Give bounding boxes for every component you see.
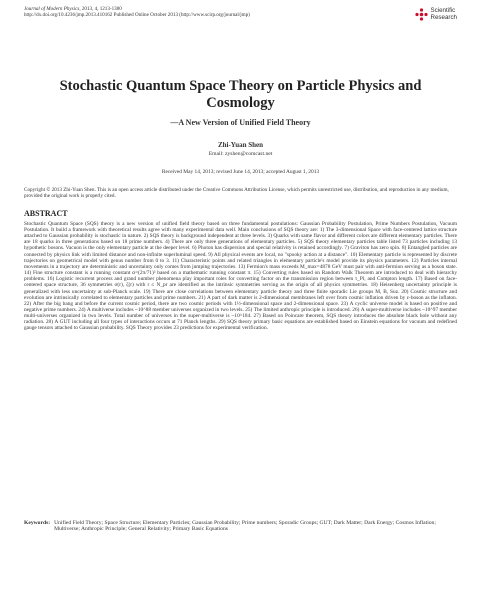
- article-subtitle: —A New Version of Unified Field Theory: [170, 118, 311, 127]
- publisher-logo: [415, 8, 457, 21]
- article-title: Stochastic Quantum Space Theory on Particle Physics and Cosmology: [59, 78, 422, 111]
- publisher-name-line2: Research: [430, 13, 457, 21]
- received-dates: Received May 14, 2013; revised June 14, 2013; accepted August 1, 2013: [161, 169, 320, 175]
- journal-name: Journal of Modern Physics: [24, 6, 80, 12]
- journal-citation: [24, 6, 354, 18]
- doi-line: http://dx.doi.org/10.4236/jmp.2013.410162 Published Online October 2013 (http://www.scirp.org/journal/jmp): [24, 12, 250, 19]
- abstract-body: Stochastic Quantum Space (SQS) theory is a new version of unified field theory based on three fundamental postulations: Gaussian Probability Postulation, Prime Numbers Postulation, Vacuum Postulation. It build a framework with theoretical results agree with many experimental data well. Main conclusions of SQS theory are: 1) The 3-dimensional Space with face-centered lattice structure attached to Gaussian probability is stochastic in nature. 2) SQS theory is background independent at three levels. 3) Quarks with same flavor and different colors are different elementary particles. There are 18 quarks in three generations based on 18 prime numbers. 4) There are only three generations of elementary particles. 5) SQS theory elementary particles table listed 73 particles including 13 hypothetic bosons. Vacuon is the only elementary particle at the deeper level. 6) Photon has dispersion and special relativity is retained accordingly. 7) Graviton has zero spin. 8) Entangled particles are connected by physics link with limited distance and non-infinite superluminal speed. 9) All physical events are local, no "spooky action at a distance". 10) Elementary particle is represented by discrete trajectories on geometrical model with genus number from 0 to 3. 11) Characteristic points and related triangles in elementary particle's model provide its physics parameters. 12) Particles internal movements in a trajectory are deterministic and uncertainty only comes from jumping trajectories. 13) Fermion's mass exceeds M_max=4878 GeV must pair with anti-fermion serving as a boson state. 14) Fine structure constant is a running constant α=(2π/71)² based on a mathematic running constant π. 15) Converting rules based on Random Walk Theorem are introduced to deal with hierarchy problems. 16) Logistic recurrent process and grand number phenomena play important roles for converting factor on the transmission region between τ_Pl, and Compton length. 17) Based on face-centered space structure, 36 symmetries σ(r), ζ(r) with r ≤ N_pr are identified as the intrinsic symmetries serving as the origin of all physics symmetries. 18) Heisenberg uncertainty principle is generalized with less uncertainty at sub-Planck scale. 19) There are close correlations between elementary particle theory and three finite sporadic Lie groups M, B, Suz. 20) Cosmic structure and evolution are intrinsically correlated to elementary particles and prime numbers. 21) A part of dark matter is 2-dimensional membranes left over from cosmic inflation driven by ε-boson as the inflaton. 22) After the big bang and before the current cosmic period, there are two cosmic periods with 1½-dimensional space and 2-dimensional space. 23) A cyclic universe model is based on positive and negative prime numbers. 24) A multiverse includes ~10^88 member universes organized in two levels. 25) The limited anthropic principle is introduced. 26) A super-multiverse includes ~10^97 member multi-universes organized in two levels. Total number of universes in the super-multiverse is ~10^184. 27) Based on Poincare theorem, SQS theory introduces the absolute black hole without any radiation. 28) A GUT including all four types of interactions occurs at 71 Planck lengths. 29) SQS theory primary basic equations are established based on Einstein equations for vacuum and redefined gauge tensors attached to Gaussian probability. SQS Theory provides 23 predictions for experimental verification.: [24, 220, 457, 332]
- publisher-name-line1: Scientific: [430, 7, 456, 14]
- author-email: Email: zyshen@comcast.net: [208, 151, 273, 157]
- journal-header: [24, 6, 457, 36]
- abstract-heading: ABSTRACT: [24, 208, 68, 218]
- journal-volume: , 2013, 4, 1213-1380: [79, 6, 122, 12]
- scientific-research-logo-icon: [415, 8, 428, 21]
- author-name: Zhi-Yuan Shen: [217, 141, 264, 149]
- publisher-name: [431, 8, 457, 21]
- keywords-label: Keywords:: [24, 519, 51, 526]
- keywords-section: [24, 520, 457, 533]
- copyright-notice: Copyright © 2013 Zhi-Yuan Shen. This is an open access article distributed under the Creative Commons Attribution License, which permits unrestricted use, distribution, and reproduction in any medium, provided the original work is properly cited.: [24, 187, 449, 200]
- keywords-list: Unified Field Theory; Space Structure; Elementary Particles; Gaussian Probability; Prime numbers; Sporadic Groups; GUT; Dark Matter; Dark Energy; Cosmos Inflation; Multiverse; Anthropic Principle; General Relativity; Primary Basic Equations: [54, 519, 436, 533]
